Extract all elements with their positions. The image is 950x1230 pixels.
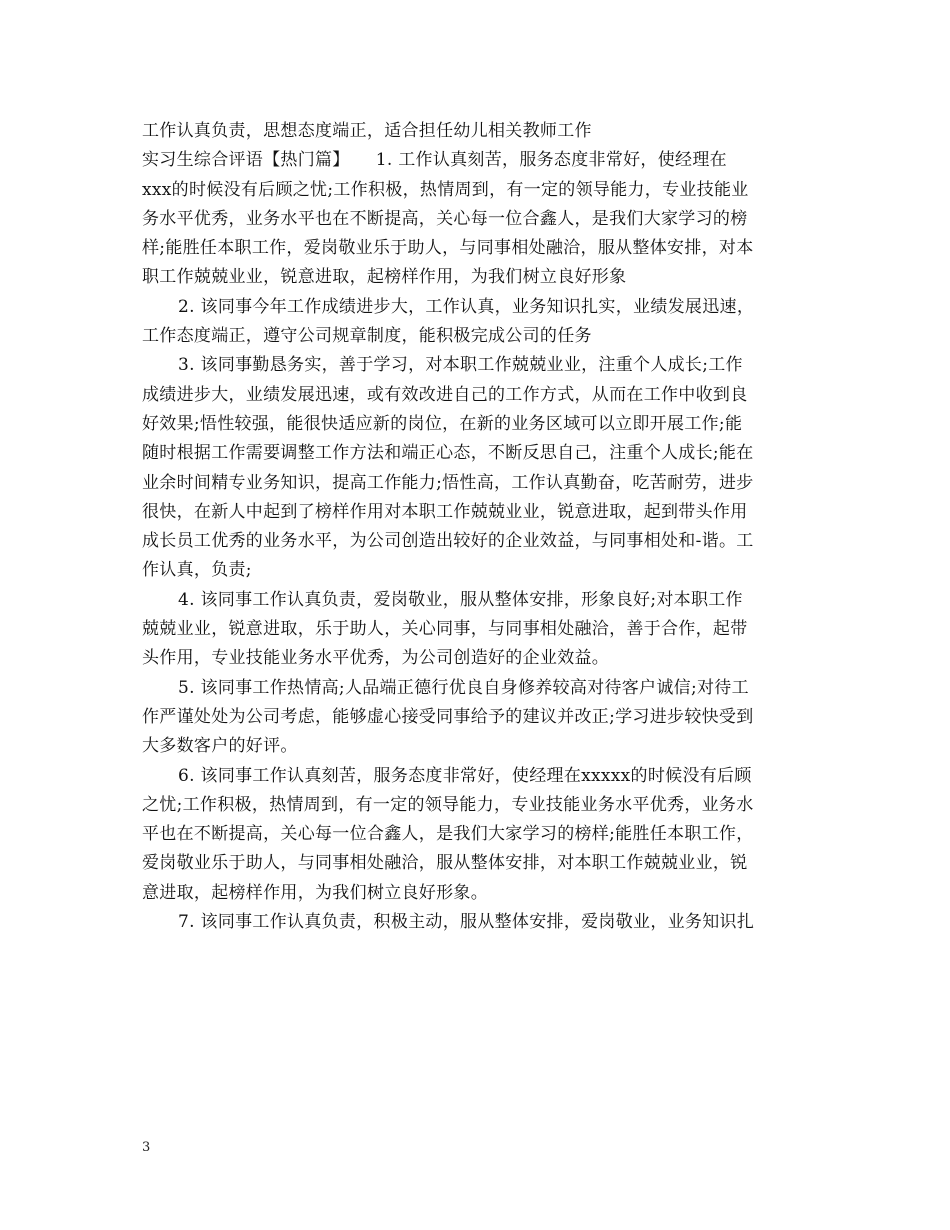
paragraph: [142, 146, 810, 292]
text-line: 7. 该同事工作认真负责，积极主动，服从整体安排，爱岗敬业，业务知识扎: [178, 912, 755, 933]
text-line: 6. 该同事工作认真刻苦，服务态度非常好，使经理在xxxxx的时候没有后顾: [178, 765, 752, 786]
text-line: 爱岗敬业乐于助人，与同事相处融洽，服从整体安排，对本职工作兢兢业业，锐: [142, 853, 748, 874]
text-line: 之忧;工作积极，热情周到，有一定的领导能力，专业技能业务水平优秀，业务水: [142, 794, 754, 815]
text-line: 随时根据工作需要调整工作方法和端正心态，不断反思自己，注重个人成长;能在: [142, 443, 754, 464]
text-line: xxx的时候没有后顾之忧;工作积极，热情周到，有一定的领导能力，专业技能业: [142, 179, 749, 200]
text-line: 工作认真负责，思想态度端正，适合担任幼儿相关教师工作: [142, 121, 592, 141]
text-line: 工作态度端正，遵守公司规章制度，能积极完成公司的任务: [142, 326, 592, 347]
text-line: 样;能胜任本职工作，爱岗敬业乐于助人，与同事相处融洽，服从整体安排，对本: [142, 238, 754, 259]
text-line: 好效果;悟性较强，能很快适应新的岗位，在新的业务区域可以立即开展工作;能: [142, 413, 743, 434]
paragraph: [142, 293, 810, 352]
page-number: 3: [142, 1140, 151, 1155]
text-line: 务水平优秀，业务水平也在不断提高，关心每一位合鑫人，是我们大家学习的榜: [142, 208, 748, 229]
paragraph: [142, 586, 810, 674]
text-line: 大多数客户的好评。: [142, 736, 298, 757]
text-line: 作严谨处处为公司考虑，能够虚心接受同事给予的建议并改正;学习进步较快受到: [142, 706, 754, 727]
text-line: 5. 该同事工作热情高;人品端正德行优良自身修养较高对待客户诚信;对待工: [178, 677, 749, 698]
text-line: 兢兢业业，锐意进取，乐于助人，关心同事，与同事相处融洽，善于合作，起带: [142, 619, 748, 640]
text-line: 3. 该同事勤恳务实，善于学习，对本职工作兢兢业业，注重个人成长;工作: [178, 355, 743, 376]
text-line: 业余时间精专业务知识，提高工作能力;悟性高，工作认真勤奋，吃苦耐劳，进步: [142, 472, 754, 493]
paragraph: [142, 908, 810, 937]
paragraph: [142, 674, 810, 762]
text-line: 平也在不断提高，关心每一位合鑫人，是我们大家学习的榜样;能胜任本职工作，: [142, 824, 754, 845]
document-body: [142, 117, 810, 937]
text-line: 4. 该同事工作认真负责，爱岗敬业，服从整体安排，形象良好;对本职工作: [178, 589, 743, 610]
paragraph: [142, 351, 810, 585]
text-line: 很快，在新人中起到了榜样作用对本职工作兢兢业业，锐意进取，起到带头作用: [142, 501, 748, 522]
text-line: 成长员工优秀的业务水平，为公司创造出较好的企业效益，与同事相处和-谐。工: [142, 531, 754, 552]
text-line: 实习生综合评语【热门篇】 1. 工作认真刻苦，服务态度非常好，使经理在: [142, 150, 727, 171]
paragraph: [142, 762, 810, 908]
paragraph: [142, 117, 810, 146]
text-line: 头作用，专业技能业务水平优秀，为公司创造好的企业效益。: [142, 648, 610, 669]
text-line: 意进取，起榜样作用，为我们树立良好形象。: [142, 882, 488, 903]
text-line: 2. 该同事今年工作成绩进步大，工作认真，业务知识扎实，业绩发展迅速，: [178, 296, 755, 317]
text-line: 成绩进步大，业绩发展迅速，或有效改进自己的工作方式，从而在工作中收到良: [142, 384, 748, 405]
text-line: 职工作兢兢业业，锐意进取，起榜样作用，为我们树立良好形象: [142, 267, 627, 288]
text-line: 作认真，负责;: [142, 560, 252, 581]
